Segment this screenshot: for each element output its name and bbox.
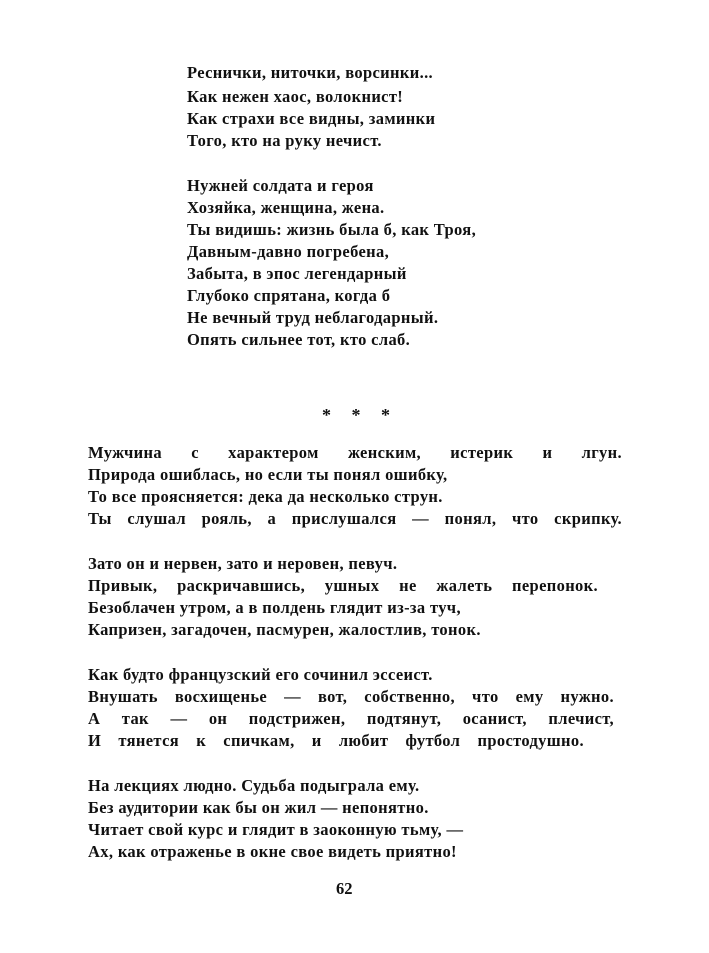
verse-line: Глубоко спрятана, когда б [187, 286, 391, 305]
section-separator: * * * [322, 405, 398, 425]
verse-line: А так — он подстрижен, подтянут, осанист, плечист, [88, 709, 614, 728]
verse-line: Ты слушал рояль, а прислушался — понял, что скрипку. [88, 509, 622, 528]
verse-line: Внушать восхищенье — вот, собственно, что ему нужно. [88, 687, 614, 706]
verse-line: Природа ошиблась, но если ты понял ошибку, [88, 465, 448, 484]
verse-line: Читает свой курс и глядит в заоконную тьму, — [88, 820, 464, 839]
verse-line: На лекциях людно. Судьба подыграла ему. [88, 776, 420, 795]
verse-line: Давным-давно погребена, [187, 242, 390, 261]
verse-line: Безоблачен утром, а в полдень глядит из-за туч, [88, 598, 461, 617]
verse-line: Забыта, в эпос легендарный [187, 264, 407, 283]
verse-line: Ты видишь: жизнь была б, как Троя, [187, 220, 477, 239]
verse-line: Капризен, загадочен, пасмурен, жалостлив, тонок. [88, 620, 481, 639]
verse-line: Реснички, ниточки, ворсинки... [187, 63, 434, 82]
verse-line: Того, кто на руку нечист. [187, 131, 382, 150]
verse-line: Как будто французский его сочинил эссеист. [88, 665, 433, 684]
verse-line: Ах, как отраженье в окне свое видеть приятно! [88, 842, 457, 861]
page-number: 62 [336, 879, 353, 898]
verse-line: Без аудитории как бы он жил — непонятно. [88, 798, 429, 817]
verse-line: Как страхи все видны, заминки [187, 109, 436, 128]
verse-line: Зато он и нервен, зато и неровен, певуч. [88, 554, 398, 573]
verse-line: Мужчина с характером женским, истерик и лгун. [88, 443, 622, 462]
verse-line: Не вечный труд неблагодарный. [187, 308, 439, 327]
verse-line: И тянется к спичкам, и любит футбол простодушно. [88, 731, 584, 750]
verse-line: Опять сильнее тот, кто слаб. [187, 330, 411, 349]
verse-line: Привык, раскричавшись, ушных не жалеть перепонок. [88, 576, 598, 595]
verse-line: Как нежен хаос, волокнист! [187, 87, 404, 106]
verse-line: То все проясняется: дека да несколько струн. [88, 487, 443, 506]
verse-line: Нужней солдата и героя [187, 176, 374, 195]
verse-line: Хозяйка, женщина, жена. [187, 198, 385, 217]
